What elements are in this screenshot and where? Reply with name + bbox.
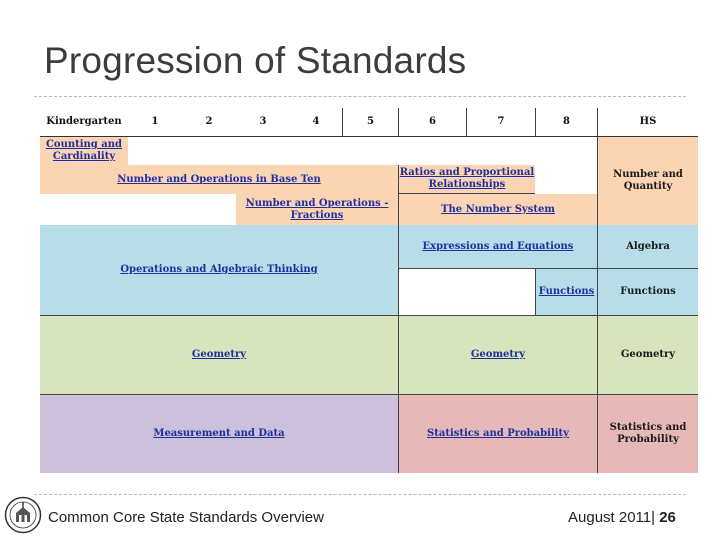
cell-operations-algebraic-thinking[interactable]: Operations and Algebraic Thinking (40, 225, 398, 315)
footer-date-text: August 2011| (568, 509, 660, 526)
cell-number-system[interactable]: The Number System (398, 194, 597, 225)
header-kindergarten: Kindergarten (46, 116, 122, 127)
header-grade-6: 6 (398, 108, 466, 136)
cell-functions[interactable]: Functions (535, 269, 597, 315)
cell-number-operations-fractions[interactable]: Number and Operations - Fractions (236, 194, 398, 225)
cell-statistics-probability[interactable]: Statistics and Probability (398, 395, 597, 473)
footer-date (568, 509, 676, 526)
bottom-divider (34, 494, 686, 495)
header-grade-5: 5 (342, 108, 398, 136)
cell-geometry-6-8[interactable]: Geometry (398, 316, 597, 394)
cell-hs-functions: Functions (597, 269, 698, 315)
header-grade-3: 3 (259, 116, 267, 127)
slide-title: Progression of Standards (44, 40, 467, 81)
header-grade-1: 1 (151, 116, 159, 127)
empty-cell-functions-gap (398, 269, 535, 315)
header-grade-4: 4 (312, 116, 320, 127)
state-seal-icon (4, 496, 42, 534)
cell-counting-cardinality[interactable]: Counting and Cardinality (40, 137, 128, 165)
standards-table (40, 108, 698, 473)
header-grade-2: 2 (205, 116, 213, 127)
cell-geometry-k5[interactable]: Geometry (40, 316, 398, 394)
cell-hs-statistics-probability: Statistics and Probability (597, 395, 698, 473)
footer-title: Common Core State Standards Overview (48, 509, 324, 526)
cell-number-operations-base-ten[interactable]: Number and Operations in Base Ten (40, 165, 398, 194)
cell-expressions-equations[interactable]: Expressions and Equations (398, 225, 597, 269)
cell-ratios-proportional[interactable]: Ratios and Proportional Relationships (398, 165, 535, 194)
top-divider (34, 96, 686, 97)
header-grade-7: 7 (466, 108, 535, 136)
cell-hs-algebra: Algebra (597, 225, 698, 269)
cell-hs-number-quantity: Number and Quantity (597, 137, 698, 225)
cell-hs-geometry: Geometry (597, 316, 698, 394)
page-number: 26 (659, 509, 676, 526)
cell-measurement-data[interactable]: Measurement and Data (40, 395, 398, 473)
header-hs: HS (597, 108, 698, 136)
header-grade-8: 8 (535, 108, 597, 136)
